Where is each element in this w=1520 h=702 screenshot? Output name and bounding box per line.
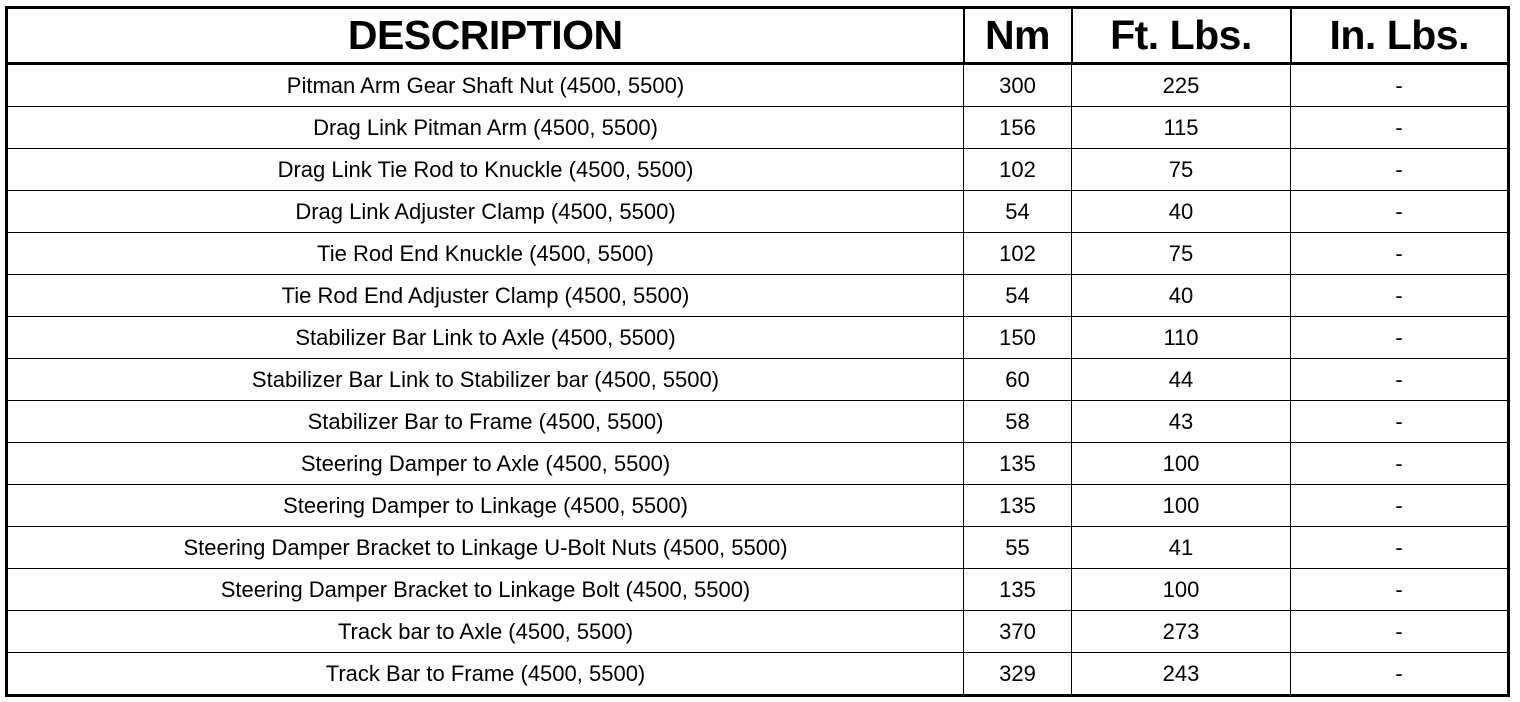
cell-in-lbs: - [1291, 359, 1509, 401]
cell-in-lbs: - [1291, 653, 1509, 696]
cell-description: Stabilizer Bar to Frame (4500, 5500) [7, 401, 964, 443]
cell-in-lbs: - [1291, 569, 1509, 611]
cell-nm: 135 [964, 569, 1072, 611]
table-row [7, 191, 1509, 233]
cell-in-lbs: - [1291, 611, 1509, 653]
header-in-lbs: In. Lbs. [1291, 8, 1509, 64]
cell-nm: 329 [964, 653, 1072, 696]
cell-nm: 102 [964, 233, 1072, 275]
cell-nm: 135 [964, 485, 1072, 527]
table-row [7, 317, 1509, 359]
cell-description: Steering Damper to Linkage (4500, 5500) [7, 485, 964, 527]
cell-in-lbs: - [1291, 149, 1509, 191]
cell-ft-lbs: 100 [1072, 485, 1291, 527]
cell-description: Steering Damper Bracket to Linkage U-Bolt Nuts (4500, 5500) [7, 527, 964, 569]
cell-description: Pitman Arm Gear Shaft Nut (4500, 5500) [7, 64, 964, 107]
cell-description: Drag Link Adjuster Clamp (4500, 5500) [7, 191, 964, 233]
table-row [7, 611, 1509, 653]
table-row [7, 485, 1509, 527]
cell-nm: 150 [964, 317, 1072, 359]
cell-description: Steering Damper Bracket to Linkage Bolt (4500, 5500) [7, 569, 964, 611]
cell-ft-lbs: 100 [1072, 569, 1291, 611]
table-row [7, 401, 1509, 443]
cell-ft-lbs: 44 [1072, 359, 1291, 401]
cell-description: Tie Rod End Adjuster Clamp (4500, 5500) [7, 275, 964, 317]
cell-description: Stabilizer Bar Link to Axle (4500, 5500) [7, 317, 964, 359]
cell-nm: 370 [964, 611, 1072, 653]
cell-ft-lbs: 40 [1072, 191, 1291, 233]
header-row [7, 8, 1509, 64]
table-header [7, 8, 1509, 64]
cell-nm: 55 [964, 527, 1072, 569]
cell-nm: 300 [964, 64, 1072, 107]
cell-in-lbs: - [1291, 275, 1509, 317]
table-row [7, 527, 1509, 569]
table-row [7, 443, 1509, 485]
cell-description: Drag Link Pitman Arm (4500, 5500) [7, 107, 964, 149]
header-nm: Nm [964, 8, 1072, 64]
cell-in-lbs: - [1291, 317, 1509, 359]
table-row [7, 107, 1509, 149]
table-row [7, 64, 1509, 107]
cell-in-lbs: - [1291, 527, 1509, 569]
cell-description: Drag Link Tie Rod to Knuckle (4500, 5500) [7, 149, 964, 191]
cell-in-lbs: - [1291, 401, 1509, 443]
table-row [7, 653, 1509, 696]
cell-nm: 54 [964, 191, 1072, 233]
cell-nm: 58 [964, 401, 1072, 443]
table-body [7, 64, 1509, 696]
cell-description: Steering Damper to Axle (4500, 5500) [7, 443, 964, 485]
cell-ft-lbs: 75 [1072, 233, 1291, 275]
torque-spec-table [5, 6, 1510, 697]
table-row [7, 233, 1509, 275]
cell-in-lbs: - [1291, 107, 1509, 149]
cell-ft-lbs: 115 [1072, 107, 1291, 149]
cell-description: Tie Rod End Knuckle (4500, 5500) [7, 233, 964, 275]
cell-nm: 54 [964, 275, 1072, 317]
table-row [7, 149, 1509, 191]
table-row [7, 275, 1509, 317]
cell-description: Stabilizer Bar Link to Stabilizer bar (4500, 5500) [7, 359, 964, 401]
cell-in-lbs: - [1291, 233, 1509, 275]
cell-ft-lbs: 75 [1072, 149, 1291, 191]
header-ft-lbs: Ft. Lbs. [1072, 8, 1291, 64]
cell-nm: 156 [964, 107, 1072, 149]
cell-ft-lbs: 100 [1072, 443, 1291, 485]
cell-ft-lbs: 40 [1072, 275, 1291, 317]
cell-description: Track bar to Axle (4500, 5500) [7, 611, 964, 653]
cell-in-lbs: - [1291, 485, 1509, 527]
cell-nm: 135 [964, 443, 1072, 485]
cell-in-lbs: - [1291, 64, 1509, 107]
header-description: DESCRIPTION [7, 8, 964, 64]
cell-in-lbs: - [1291, 191, 1509, 233]
cell-ft-lbs: 110 [1072, 317, 1291, 359]
cell-ft-lbs: 243 [1072, 653, 1291, 696]
cell-ft-lbs: 273 [1072, 611, 1291, 653]
table-row [7, 569, 1509, 611]
table-row [7, 359, 1509, 401]
cell-description: Track Bar to Frame (4500, 5500) [7, 653, 964, 696]
cell-in-lbs: - [1291, 443, 1509, 485]
cell-ft-lbs: 225 [1072, 64, 1291, 107]
cell-nm: 102 [964, 149, 1072, 191]
cell-nm: 60 [964, 359, 1072, 401]
cell-ft-lbs: 41 [1072, 527, 1291, 569]
cell-ft-lbs: 43 [1072, 401, 1291, 443]
